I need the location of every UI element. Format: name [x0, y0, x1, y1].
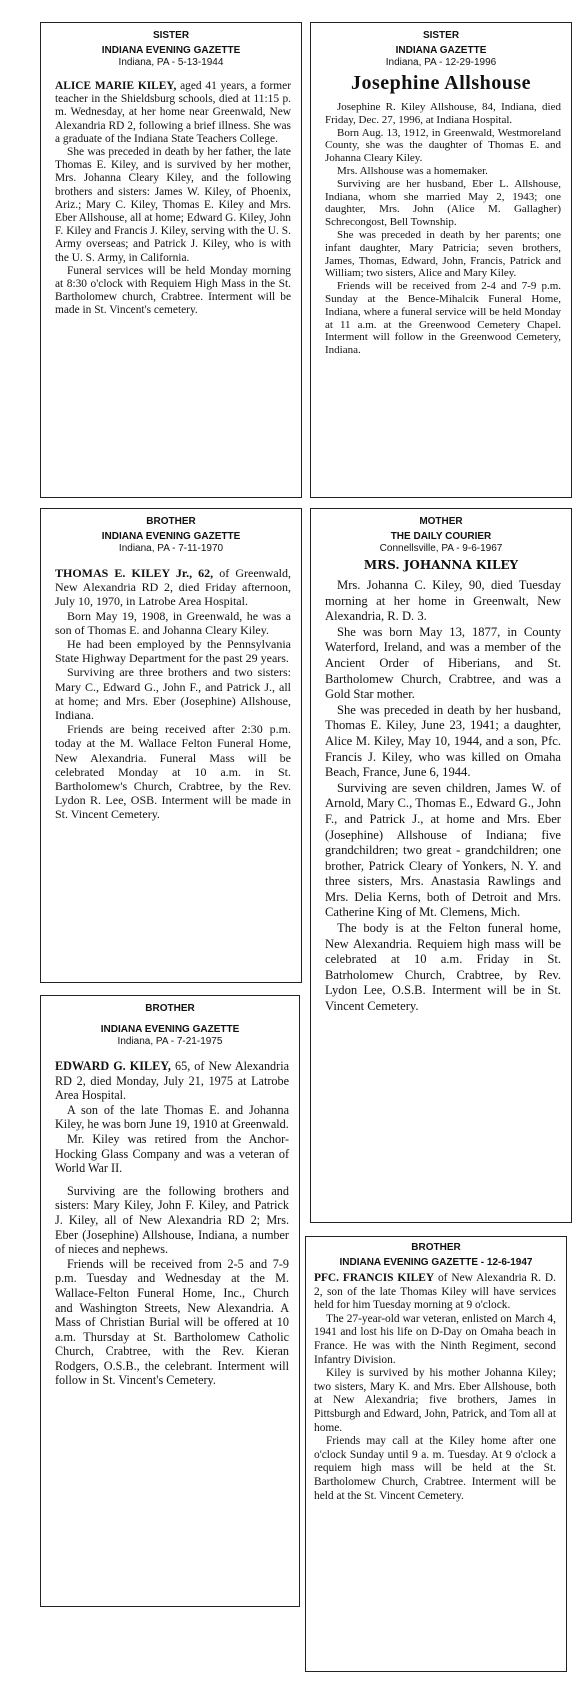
place-date: Connellsville, PA - 9-6-1967 — [379, 543, 503, 554]
paragraph: Surviving are her husband, Eber L. Allshouse, Indiana, whom she married May 2, 1943; one daughter, Mrs. John (Alice M. Gallagher) Schrecongost, Bell Township. — [325, 177, 561, 229]
paragraph: Mrs. Allshouse was a homemaker. — [337, 164, 488, 177]
deceased-name: Josephine Allshouse — [350, 72, 532, 94]
obituary-clipping-josephine-allshouse — [310, 22, 572, 498]
paragraph: ALICE MARIE KILEY, aged 41 years, a former teacher in the Shieldsburg schools, died at 11:15 p. m. Wednesday, at her home near Greenwald, New Alexandria RD 2, following a brief illness. She was a graduate of the Indiana State Teachers College. — [55, 80, 291, 145]
paragraph: Mrs. Johanna C. Kiley, 90, died Tuesday morning at her home in Greenwalt, New Alexandria, R. D. 3. — [325, 578, 561, 624]
paragraph: Surviving are seven children, James W. of Arnold, Mary C., Thomas E., Edward G., John F., and Patrick J., at home and Mrs. Eber (Josephine) Allshouse of Indiana; five grandchildren; two great - grandchildren; one brother, Patrick Cleary of Yonkers, N. Y. and three sisters, Mrs. Anastasia Rawlings and Mrs. Delia Kerns, both of Detroit and Mrs. Catherine King of Mt. Clemens, Mich. — [325, 780, 561, 920]
publication-name: INDIANA EVENING GAZETTE — [100, 1024, 240, 1035]
relation-label: SISTER — [152, 30, 190, 41]
publication-name: INDIANA EVENING GAZETTE - 12-6-1947 — [339, 1257, 533, 1268]
paragraph: The 27-year-old war veteran, enlisted on March 4, 1941 and lost his life on D-Day on Omaha beach in France. He was with the Ninth Regiment, second Infantry Division. — [314, 1312, 556, 1366]
relation-label: BROTHER — [145, 1003, 195, 1014]
clipping-header — [306, 1242, 566, 1268]
obituary-clipping-francis-kiley — [305, 1236, 567, 1672]
paragraph: She was preceded in death by her father, the late Thomas E. Kiley, and is survived by her mother, Mrs. Johanna Cleary Kiley, and the following brothers and sisters: James W. Kiley, of Phoenix, Ariz.; Mary C. Kiley, Thomas E. Kiley and Mrs. Eber Allshouse, all at home; Edward G. Kiley, John F. Kiley and Francis J. Kiley, serving with the U. S. Army overseas; and Patrick J. Kiley, who is with the U. S. Army, in California. — [55, 146, 291, 264]
publication-name: INDIANA GAZETTE — [395, 45, 487, 56]
paragraph: EDWARD G. KILEY, 65, of New Alexandria RD 2, died Monday, July 21, 1975 at Latrobe Area Hospital. — [55, 1059, 290, 1103]
paragraph: Josephine R. Kiley Allshouse, 84, Indiana, died Friday, Dec. 27, 1996, at Indiana Hospital. — [325, 101, 561, 126]
paragraph: PFC. FRANCIS KILEY of New Alexandria R. D. 2, son of the late Thomas Kiley will have services held for him Tuesday morning at 9 o'clock. — [314, 1272, 556, 1312]
deceased-name: PFC. FRANCIS KILEY — [314, 1272, 435, 1284]
obituary-text — [41, 566, 301, 822]
deceased-name: MRS. JOHANNA KILEY — [363, 558, 519, 572]
paragraph: THOMAS E. KILEY Jr., 62, of Greenwald, New Alexandria RD 2, died Friday afternoon, July 10, 1970, in Latrobe Area Hospital. — [55, 566, 291, 609]
obituary-text — [311, 101, 571, 357]
clipping-header — [41, 30, 301, 68]
paragraph: She was preceded in death by her parents; one infant daughter, Mary Patricia; seven brothers, James, Thomas, Edward, John, Francis, Patrick and William; two sisters, Alice and Mary Kiley. — [325, 228, 561, 280]
obituary-clipping-edward-kiley — [40, 995, 300, 1607]
paragraph: Kiley is survived by his mother Johanna Kiley; two sisters, Mary K. and Mrs. Eber Allshouse, both at New Alexandria; five brothers, James in Pittsburgh and Edward, John, Patrick, and Tom all at home. — [314, 1367, 556, 1434]
publication-name: INDIANA EVENING GAZETTE — [101, 45, 241, 56]
place-date: Indiana, PA - 12-29-1996 — [385, 57, 497, 68]
publication-name: THE DAILY COURIER — [390, 531, 492, 542]
deceased-name: EDWARD G. KILEY, — [55, 1059, 171, 1073]
obituary-clipping-johanna-kiley — [310, 508, 572, 1223]
paragraph: She was born May 13, 1877, in County Waterford, Ireland, and was a member of the Ancient Order of Hiberians, and St. Bartholomew Church, Crabtree, and was a Gold Star mother. — [325, 624, 561, 702]
clipping-header — [311, 516, 571, 554]
relation-label: BROTHER — [146, 516, 196, 527]
obituary-clipping-thomas-kiley — [40, 508, 302, 983]
paragraph: The body is at the Felton funeral home, New Alexandria. Requiem high mass will be celebrated at 10 a.m. Friday in St. Batrholomew Church, Crabtree, by Rev. Lydon Lee, O.S.B. Interment will be in St. Vincent Cemetery. — [325, 921, 561, 1014]
relation-label: BROTHER — [411, 1242, 461, 1253]
obituary-clipping-alice-kiley — [40, 22, 302, 498]
obituary-text — [41, 80, 301, 318]
paragraph: Friends will be received from 2-5 and 7-9 p.m. Tuesday and Wednesday at the M. Wallace-Felton Funeral Home, Inc., Church and Washington Streets, New Alexandria. A Mass of Christian Burial will be offered at 10 a.m. Thursday at St. Bartholomew Catholic Church, Crabtree, with the Rev. Kieran Rodgers, O.S.B., the celebrant. Interment will follow in St. Vincent's Cemetery. — [55, 1256, 289, 1388]
obituary-text — [306, 1272, 566, 1503]
deceased-name: THOMAS E. KILEY Jr., 62, — [55, 566, 214, 580]
place-date: Indiana, PA - 7-11-1970 — [118, 543, 224, 554]
relation-label: MOTHER — [419, 516, 463, 527]
paragraph: Mr. Kiley was retired from the Anchor-Hocking Glass Company and was a veteran of World War II. — [55, 1131, 289, 1176]
paragraph: Born May 19, 1908, in Greenwald, he was a son of Thomas E. and Johanna Cleary Kiley. — [55, 608, 291, 637]
paragraph: Surviving are three brothers and two sisters: Mary C., Edward G., John F., and Patrick J., all at home; and Mrs. Eber (Josephine) Allshouse, Indiana. — [55, 665, 291, 723]
paragraph: She was preceded in death by her husband, Thomas E. Kiley, June 23, 1941; a daughter, Alice M. Kiley, May 10, 1944, and a son, Pfc. Francis J. Kiley, who was killed on Omaha Beach, France, June 6, 1944. — [325, 702, 561, 780]
paragraph: A son of the late Thomas E. and Johanna Kiley, he was born June 19, 1910 at Greenwald. — [55, 1102, 289, 1132]
publication-name: INDIANA EVENING GAZETTE — [101, 531, 241, 542]
paragraph: Friends may call at the Kiley home after one o'clock Sunday until 9 a. m. Tuesday. At 9 o'clock a requiem high mass will be held at the St. Bartholomew Church, Crabtree. Interment will be held at the St. Vincent Cemetery. — [314, 1435, 556, 1502]
clipping-header — [311, 30, 571, 68]
paragraph: Friends are being received after 2:30 p.m. today at the M. Wallace Felton Funeral Home, New Alexandria. Funeral Mass will be celebrated Monday at 10 a.m. in St. Bartholomew's Church, Crabtree, by the Rev. Lydon R. Lee, OSB. Interment will be made in St. Vincent Cemetery. — [55, 722, 291, 822]
obituary-text — [311, 578, 571, 1015]
clipping-header — [41, 1003, 299, 1047]
paragraph: Funeral services will be held Monday morning at 8:30 o'clock with Requiem High Mass in the St. Bartholomew church, Crabtree. Interment will be made in St. Vincent's cemetery. — [55, 264, 291, 317]
obituary-text — [41, 1059, 299, 1388]
paragraph: Friends will be received from 2-4 and 7-9 p.m. Sunday at the Bence-Mihalcik Funeral Home, Indiana, where a funeral service will be held Monday at 11 a.m. at the Greenwood Cemetery Chapel. Interment will follow in the Greenwood Cemetery, Indiana. — [325, 280, 561, 357]
paragraph: He had been employed by the Pennsylvania State Highway Department for the past 29 years. — [55, 637, 291, 666]
relation-label: SISTER — [422, 30, 460, 41]
paragraph: Surviving are the following brothers and sisters: Mary Kiley, John F. Kiley, and Patrick J. Kiley, all of New Alexandria RD 2; Mrs. Eber (Josephine) Allshouse, Indiana, a number of nieces and nephews. — [55, 1183, 289, 1257]
clipping-header — [41, 516, 301, 554]
paragraph: Born Aug. 13, 1912, in Greenwald, Westmoreland County, she was the daughter of Thomas E. and Johanna Cleary Kiley. — [325, 126, 561, 165]
place-date: Indiana, PA - 7-21-1975 — [117, 1036, 223, 1047]
deceased-name: ALICE MARIE KILEY, — [55, 80, 177, 92]
place-date: Indiana, PA - 5-13-1944 — [118, 57, 224, 68]
